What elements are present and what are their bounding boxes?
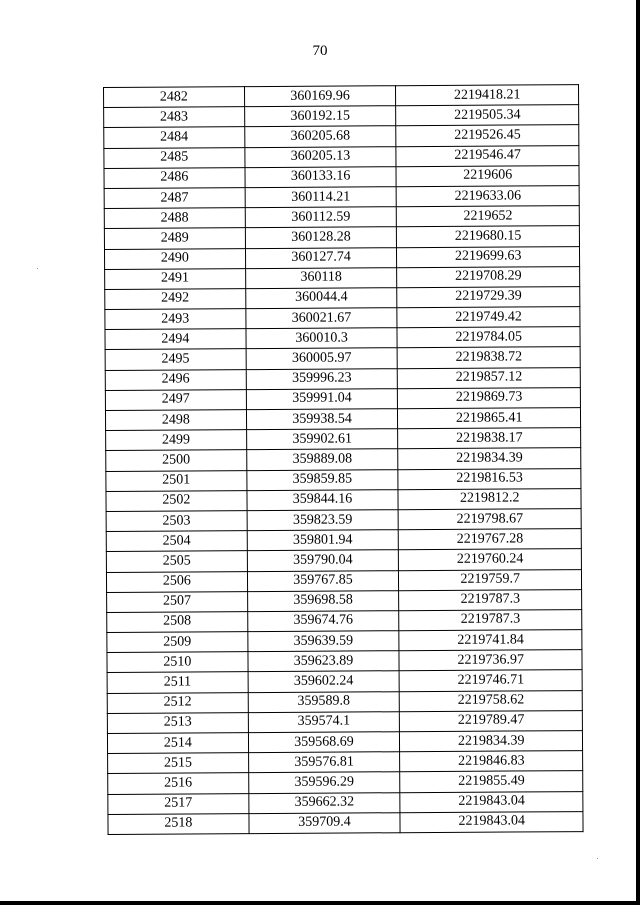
- x-coordinate-cell: 359767.85: [247, 570, 399, 591]
- table-row: [105, 327, 580, 350]
- point-number-cell: 2496: [105, 369, 246, 390]
- table-row: [106, 448, 581, 471]
- point-number-cell: 2512: [107, 692, 248, 713]
- point-number-cell: 2498: [105, 410, 246, 431]
- point-number-cell: 2507: [107, 591, 248, 612]
- x-coordinate-cell: 359844.16: [247, 489, 399, 510]
- point-number-cell: 2505: [106, 551, 247, 572]
- point-number-cell: 2510: [107, 652, 248, 673]
- y-coordinate-cell: 2219606: [396, 165, 579, 186]
- table-row: [104, 246, 579, 269]
- point-number-cell: 2514: [107, 733, 248, 754]
- x-coordinate-cell: 359698.58: [247, 590, 399, 611]
- x-coordinate-cell: 359602.24: [248, 671, 400, 692]
- table-row: [105, 367, 580, 390]
- x-coordinate-cell: 359991.04: [246, 389, 398, 410]
- y-coordinate-cell: 2219787.3: [399, 589, 582, 610]
- table-row: [106, 468, 581, 491]
- x-coordinate-cell: 359709.4: [249, 812, 401, 833]
- point-number-cell: 2491: [105, 268, 246, 289]
- point-number-cell: 2516: [108, 773, 249, 794]
- y-coordinate-cell: 2219843.04: [400, 791, 583, 812]
- x-coordinate-cell: 360127.74: [245, 247, 397, 268]
- y-coordinate-cell: 2219834.39: [398, 448, 581, 469]
- x-coordinate-cell: 359589.8: [248, 691, 400, 712]
- y-coordinate-cell: 2219680.15: [397, 226, 580, 247]
- x-coordinate-cell: 359859.85: [246, 469, 398, 490]
- y-coordinate-cell: 2219834.39: [400, 731, 583, 752]
- point-number-cell: 2490: [104, 248, 245, 269]
- x-coordinate-cell: 359596.29: [248, 772, 400, 793]
- y-coordinate-cell: 2219869.73: [398, 387, 581, 408]
- y-coordinate-cell: 2219749.42: [397, 307, 580, 328]
- table-row: [105, 408, 580, 431]
- y-coordinate-cell: 2219789.47: [400, 710, 583, 731]
- x-coordinate-cell: 359623.89: [248, 651, 400, 672]
- y-coordinate-cell: 2219838.72: [398, 347, 581, 368]
- x-coordinate-cell: 360128.28: [245, 227, 397, 248]
- x-coordinate-cell: 360192.15: [244, 106, 396, 127]
- y-coordinate-cell: 2219760.24: [399, 549, 582, 570]
- y-coordinate-cell: 2219546.47: [396, 145, 579, 166]
- y-coordinate-cell: 2219758.62: [400, 690, 583, 711]
- point-number-cell: 2495: [105, 349, 246, 370]
- y-coordinate-cell: 2219526.45: [396, 125, 579, 146]
- table-row: [104, 206, 579, 229]
- point-number-cell: 2500: [106, 450, 247, 471]
- x-coordinate-cell: 360114.21: [245, 187, 397, 208]
- y-coordinate-cell: 2219418.21: [396, 85, 579, 106]
- point-number-cell: 2489: [104, 228, 245, 249]
- y-coordinate-cell: 2219759.7: [399, 569, 582, 590]
- x-coordinate-cell: 360044.4: [245, 288, 397, 309]
- point-number-cell: 2492: [105, 289, 246, 310]
- x-coordinate-cell: 359801.94: [247, 530, 399, 551]
- point-number-cell: 2499: [106, 430, 247, 451]
- point-number-cell: 2497: [105, 389, 246, 410]
- x-coordinate-cell: 360005.97: [246, 348, 398, 369]
- y-coordinate-cell: 2219798.67: [399, 509, 582, 530]
- y-coordinate-cell: 2219729.39: [397, 286, 580, 307]
- point-number-cell: 2484: [104, 127, 245, 148]
- point-number-cell: 2508: [107, 612, 248, 633]
- point-number-cell: 2504: [106, 531, 247, 552]
- table-row: [105, 286, 580, 309]
- point-number-cell: 2511: [107, 672, 248, 693]
- y-coordinate-cell: 2219787.3: [399, 609, 582, 630]
- x-coordinate-cell: 359889.08: [246, 449, 398, 470]
- y-coordinate-cell: 2219865.41: [398, 408, 581, 429]
- x-coordinate-cell: 359662.32: [248, 792, 400, 813]
- x-coordinate-cell: 360010.3: [246, 328, 398, 349]
- point-number-cell: 2486: [104, 167, 245, 188]
- y-coordinate-cell: 2219812.2: [398, 488, 581, 509]
- point-number-cell: 2482: [104, 87, 245, 108]
- scan-speck: [597, 858, 598, 859]
- x-coordinate-cell: 359996.23: [246, 368, 398, 389]
- page-number: 70: [312, 43, 328, 59]
- point-number-cell: 2502: [106, 490, 247, 511]
- x-coordinate-cell: 359938.54: [246, 409, 398, 430]
- table-row: [104, 226, 579, 249]
- x-coordinate-cell: 359674.76: [247, 611, 399, 632]
- y-coordinate-cell: 2219767.28: [399, 529, 582, 550]
- y-coordinate-cell: 2219846.83: [400, 751, 583, 772]
- x-coordinate-cell: 360205.68: [244, 126, 396, 147]
- point-number-cell: 2517: [108, 793, 249, 814]
- coordinates-table: [103, 84, 584, 835]
- table-row: [106, 488, 581, 511]
- point-number-cell: 2509: [107, 632, 248, 653]
- scan-speck: [37, 268, 38, 269]
- table-row: [106, 549, 581, 572]
- x-coordinate-cell: 359902.61: [246, 429, 398, 450]
- coordinates-table-body: [104, 85, 584, 835]
- y-coordinate-cell: 2219505.34: [396, 105, 579, 126]
- y-coordinate-cell: 2219838.17: [398, 428, 581, 449]
- table-row: [105, 266, 580, 289]
- x-coordinate-cell: 360133.16: [245, 166, 397, 187]
- x-coordinate-cell: 359574.1: [248, 712, 400, 733]
- x-coordinate-cell: 360118: [245, 267, 397, 288]
- x-coordinate-cell: 359568.69: [248, 732, 400, 753]
- point-number-cell: 2483: [104, 107, 245, 128]
- x-coordinate-cell: 359639.59: [247, 631, 399, 652]
- table-row: [105, 347, 580, 370]
- y-coordinate-cell: 2219816.53: [398, 468, 581, 489]
- point-number-cell: 2501: [106, 470, 247, 491]
- y-coordinate-cell: 2219746.71: [400, 670, 583, 691]
- x-coordinate-cell: 360205.13: [244, 146, 396, 167]
- y-coordinate-cell: 2219741.84: [399, 630, 582, 651]
- y-coordinate-cell: 2219736.97: [399, 650, 582, 671]
- point-number-cell: 2515: [108, 753, 249, 774]
- x-coordinate-cell: 360112.59: [245, 207, 397, 228]
- table-row: [105, 387, 580, 410]
- table-row: [106, 529, 581, 552]
- y-coordinate-cell: 2219699.63: [397, 246, 580, 267]
- table-row: [106, 428, 581, 451]
- y-coordinate-cell: 2219855.49: [400, 771, 583, 792]
- point-number-cell: 2518: [108, 813, 249, 834]
- x-coordinate-cell: 360021.67: [245, 308, 397, 329]
- point-number-cell: 2506: [106, 571, 247, 592]
- y-coordinate-cell: 2219708.29: [397, 266, 580, 287]
- point-number-cell: 2503: [106, 511, 247, 532]
- point-number-cell: 2494: [105, 329, 246, 350]
- y-coordinate-cell: 2219652: [397, 206, 580, 227]
- table-row: [108, 811, 583, 834]
- y-coordinate-cell: 2219843.04: [400, 811, 583, 832]
- table-row: [105, 307, 580, 330]
- point-number-cell: 2488: [104, 208, 245, 229]
- y-coordinate-cell: 2219784.05: [397, 327, 580, 348]
- table-row: [106, 509, 581, 532]
- x-coordinate-cell: 359576.81: [248, 752, 400, 773]
- point-number-cell: 2493: [105, 309, 246, 330]
- x-coordinate-cell: 359790.04: [247, 550, 399, 571]
- y-coordinate-cell: 2219633.06: [397, 186, 580, 207]
- y-coordinate-cell: 2219857.12: [398, 367, 581, 388]
- point-number-cell: 2485: [104, 147, 245, 168]
- x-coordinate-cell: 359823.59: [247, 510, 399, 531]
- x-coordinate-cell: 360169.96: [244, 86, 396, 107]
- point-number-cell: 2487: [104, 188, 245, 209]
- point-number-cell: 2513: [107, 712, 248, 733]
